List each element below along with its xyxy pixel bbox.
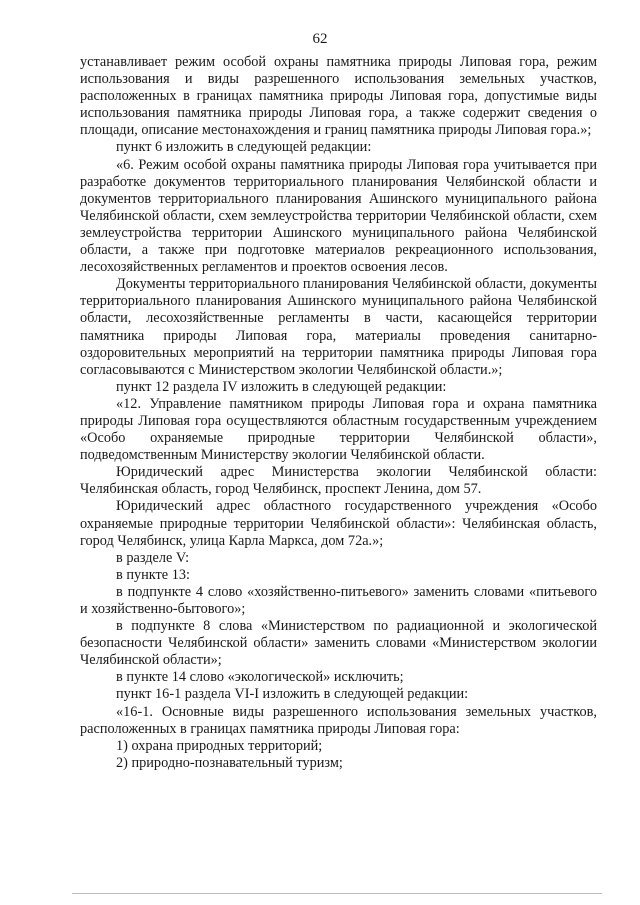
paragraph: Документы территориального планирования Челябинской области, документы территориального планирования Ашинского муниципального района Челябинской области, лесохозяйственные регламенты в части, касающейся территории памятника природы Липовая гора, материалы проведения санитарно-оздоровительных мероприятий на территории памятника природы Липовая гора согласовываются с Министерством экологии Челябинской области.»; bbox=[80, 276, 597, 378]
paragraph: Юридический адрес Министерства экологии Челябинской области: Челябинская область, город Челябинск, проспект Ленина, дом 57. bbox=[80, 464, 597, 498]
paragraph: в пункте 13: bbox=[116, 566, 190, 583]
paragraph: устанавливает режим особой охраны памятника природы Липовая гора, режим использования и виды разрешенного использования земельных участков, расположенных в границах памятника природы Липовая гора, допустимые виды использования памятника природы Липовая гора, а также содержит сведения о площади, описание местонахождения и границ памятника природы Липовая гора.»; bbox=[80, 54, 597, 139]
paragraph: «6. Режим особой охраны памятника природы Липовая гора учитывается при разработке документов территориального планирования Челябинской области и документов территориального планирования Ашинского муниципального района Челябинской области, схем землеустройства территории Челябинской области, схем землеустройства территории Ашинского муниципального района Челябинской области, а также при подготовке материалов рекреационного использования, лесохозяйственных регламентов и проектов освоения лесов. bbox=[80, 156, 597, 276]
paragraph: «16-1. Основные виды разрешенного использования земельных участков, расположенных в границах памятника природы Липовая гора: bbox=[80, 703, 597, 737]
paragraph: пункт 16-1 раздела VI-I изложить в следующей редакции: bbox=[116, 686, 469, 703]
paragraph: 2) природно-познавательный туризм; bbox=[116, 754, 343, 771]
paragraph: в подпункте 8 слова «Министерством по радиационной и экологической безопасности Челябинской области» заменить словами «Министерством экологии Челябинской области»; bbox=[80, 618, 597, 669]
paragraph: в подпункте 4 слово «хозяйственно-питьевого» заменить словами «питьевого и хозяйственно-бытового»; bbox=[80, 583, 597, 617]
page-bottom-rule bbox=[72, 893, 602, 894]
paragraph: Юридический адрес областного государственного учреждения «Особо охраняемые природные территории Челябинской области»: Челябинская область, город Челябинск, улица Карла Маркса, дом 72а.»; bbox=[80, 498, 597, 549]
paragraph: пункт 12 раздела IV изложить в следующей редакции: bbox=[116, 378, 447, 395]
page-number: 62 bbox=[312, 31, 328, 47]
document-body bbox=[80, 54, 597, 772]
paragraph: пункт 6 изложить в следующей редакции: bbox=[116, 139, 372, 156]
paragraph: в пункте 14 слово «экологической» исключить; bbox=[116, 669, 404, 686]
paragraph: в разделе V: bbox=[116, 549, 190, 566]
paragraph: 1) охрана природных территорий; bbox=[116, 737, 323, 754]
paragraph: «12. Управление памятником природы Липовая гора и охрана памятника природы Липовая гора осуществляются областным государственным учреждением «Особо охраняемые природные территории Челябинской области», подведомственным Министерству экологии Челябинской области. bbox=[80, 395, 597, 464]
